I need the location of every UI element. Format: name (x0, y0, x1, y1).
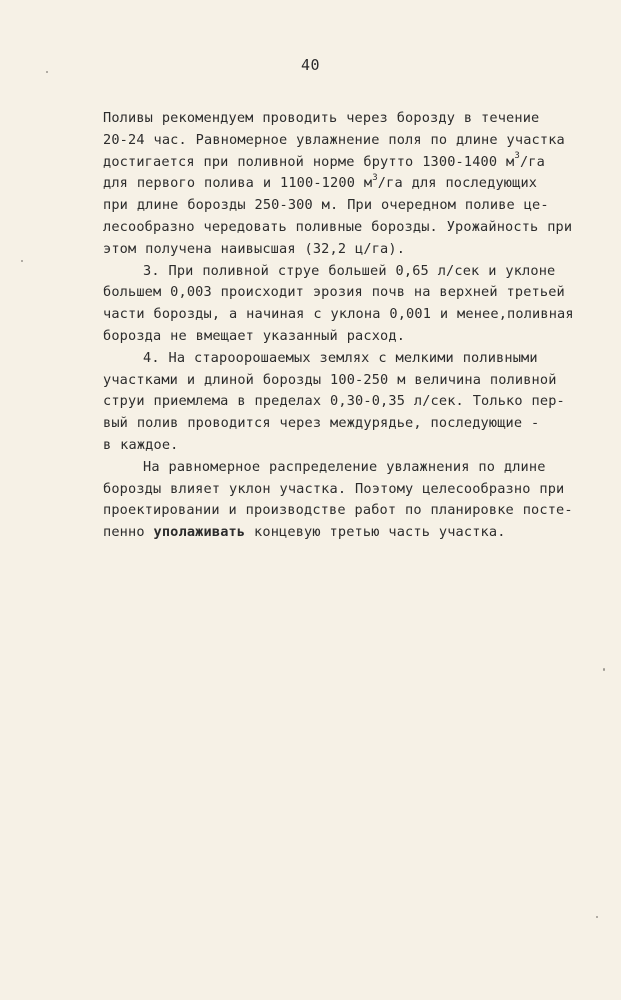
paragraph (103, 261, 589, 348)
text-line: 3. При поливной струе большей 0,65 л/сек и уклоне (143, 262, 556, 279)
paragraph (103, 457, 589, 544)
text-line: лесообразно чередовать поливные борозды. Урожайность при (103, 218, 573, 235)
text-line: вый полив проводится через междурядье, последующие - (103, 415, 540, 432)
text-line: На равномерное распределение увлажнения по длине (143, 458, 546, 475)
scan-speck (21, 260, 23, 262)
text-line: для первого полива и 1100-1200 $м^3/га$ для последующих (103, 172, 538, 192)
text-line: в каждое. (103, 436, 179, 453)
text-line: части борозды, а начиная с уклона 0,001 и менее,поливная (103, 306, 574, 323)
text-line: участками и длиной борозды 100-250 м величина поливной (103, 371, 557, 388)
text-line: проектировании и производстве работ по планировке посте- (103, 502, 573, 519)
paragraph (103, 348, 589, 457)
superscript: 3 (372, 172, 378, 183)
text-line: этом получена наивысшая (32,2 ц/га). (103, 240, 406, 257)
body-text (103, 108, 589, 544)
text-line: большем 0,003 происходит эрозия почв на верхней третьей (103, 284, 565, 301)
emphasized-word: уполаживать (153, 524, 246, 541)
text-line: 20-24 час. Равномерное увлажнение поля по длине участка (103, 131, 565, 148)
text-line: струи приемлема в пределах 0,30-0,35 л/сек. Только пер- (103, 393, 565, 410)
scan-speck (603, 668, 605, 671)
text-line: пенно уполаживать концевую третью часть участка. (103, 524, 506, 541)
scan-speck (596, 916, 598, 918)
text-line: при длине борозды 250-300 м. При очередном поливе це- (103, 197, 549, 214)
superscript: 3 (514, 151, 520, 162)
text-line: достигается при поливной норме брутто 1300-1400 $м^3/га$ (103, 151, 545, 170)
text-line: борозда не вмещает указанный расход. (103, 327, 406, 344)
text-line: Поливы рекомендуем проводить через борозду в течение (103, 110, 540, 126)
text-line: борозды влияет уклон участка. Поэтому целесообразно при (103, 480, 565, 497)
page-number: 40 (300, 56, 321, 74)
paragraph (103, 108, 589, 261)
text-line: 4. На староорошаемых землях с мелкими поливными (143, 349, 538, 366)
